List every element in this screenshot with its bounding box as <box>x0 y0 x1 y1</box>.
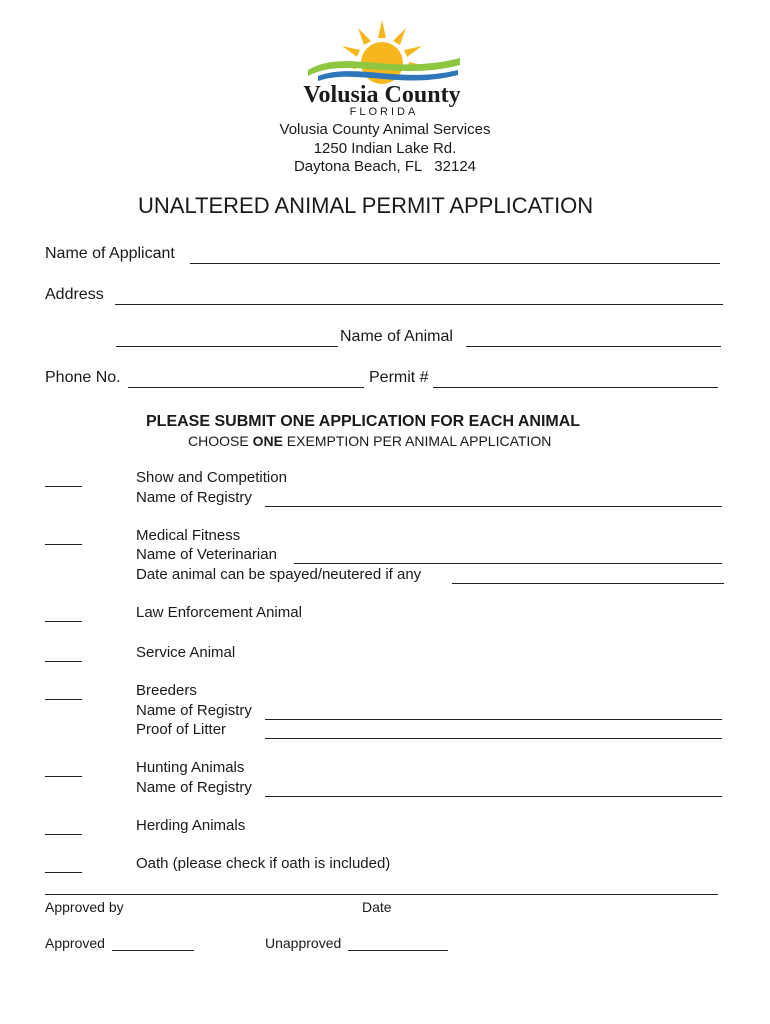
hunting-registry-label: Name of Registry <box>136 779 252 796</box>
show-registry-label: Name of Registry <box>136 489 252 506</box>
address-input[interactable] <box>115 303 723 305</box>
medical-checkbox[interactable] <box>45 543 82 545</box>
instructions-heading: PLEASE SUBMIT ONE APPLICATION FOR EACH ANIMAL <box>146 413 581 430</box>
oath-title: Oath (please check if oath is included) <box>136 855 391 872</box>
approved-label: Approved <box>45 935 105 951</box>
unapproved-input[interactable] <box>348 949 448 951</box>
permit-input[interactable] <box>433 386 718 388</box>
oath-checkbox[interactable] <box>45 871 82 873</box>
county-logo <box>300 18 465 118</box>
address-line-2-input[interactable] <box>116 345 338 347</box>
breeders-title: Breeders <box>136 682 197 699</box>
medical-vet-label: Name of Veterinarian <box>136 546 277 563</box>
breeders-registry-input[interactable] <box>265 718 722 720</box>
instructions-subheading: CHOOSE ONE EXEMPTION PER ANIMAL APPLICATION <box>188 433 552 449</box>
medical-vet-input[interactable] <box>294 562 722 564</box>
show-checkbox[interactable] <box>45 485 82 487</box>
law-title: Law Enforcement Animal <box>136 604 302 621</box>
phone-input[interactable] <box>128 386 364 388</box>
approved-by-label: Approved by <box>45 899 124 915</box>
hunting-registry-input[interactable] <box>265 795 722 797</box>
permit-label: Permit # <box>369 369 429 386</box>
service-title: Service Animal <box>136 644 236 661</box>
breeders-litter-input[interactable] <box>265 737 722 739</box>
logo-title: Volusia County <box>303 82 461 108</box>
law-checkbox[interactable] <box>45 620 82 622</box>
medical-title: Medical Fitness <box>136 527 241 544</box>
hunting-checkbox[interactable] <box>45 775 82 777</box>
date-label: Date <box>362 899 392 915</box>
name-of-animal-input[interactable] <box>466 345 721 347</box>
sun-wave-icon <box>300 18 465 118</box>
medical-spay-date-input[interactable] <box>452 582 724 584</box>
show-title: Show and Competition <box>136 469 287 486</box>
logo-subtitle: FLORIDA <box>349 106 419 118</box>
herding-title: Herding Animals <box>136 817 246 834</box>
agency-street: 1250 Indian Lake Rd. <box>313 140 457 157</box>
breeders-registry-label: Name of Registry <box>136 702 252 719</box>
form-title: UNALTERED ANIMAL PERMIT APPLICATION <box>138 193 594 218</box>
herding-checkbox[interactable] <box>45 833 82 835</box>
hunting-title: Hunting Animals <box>136 759 245 776</box>
phone-label: Phone No. <box>45 369 121 386</box>
breeders-litter-label: Proof of Litter <box>136 721 227 738</box>
approved-input[interactable] <box>112 949 194 951</box>
unapproved-label: Unapproved <box>265 935 342 951</box>
medical-spay-date-label: Date animal can be spayed/neutered if any <box>136 566 422 583</box>
address-label: Address <box>45 286 104 303</box>
name-of-applicant-input[interactable] <box>190 262 720 264</box>
agency-name: Volusia County Animal Services <box>279 121 491 138</box>
name-of-applicant-label: Name of Applicant <box>45 245 175 262</box>
service-checkbox[interactable] <box>45 660 82 662</box>
show-registry-input[interactable] <box>265 505 722 507</box>
approved-by-signature-line[interactable] <box>45 893 718 895</box>
agency-city: Daytona Beach, FL 32124 <box>293 158 477 175</box>
name-of-animal-label: Name of Animal <box>340 328 453 345</box>
breeders-checkbox[interactable] <box>45 698 82 700</box>
